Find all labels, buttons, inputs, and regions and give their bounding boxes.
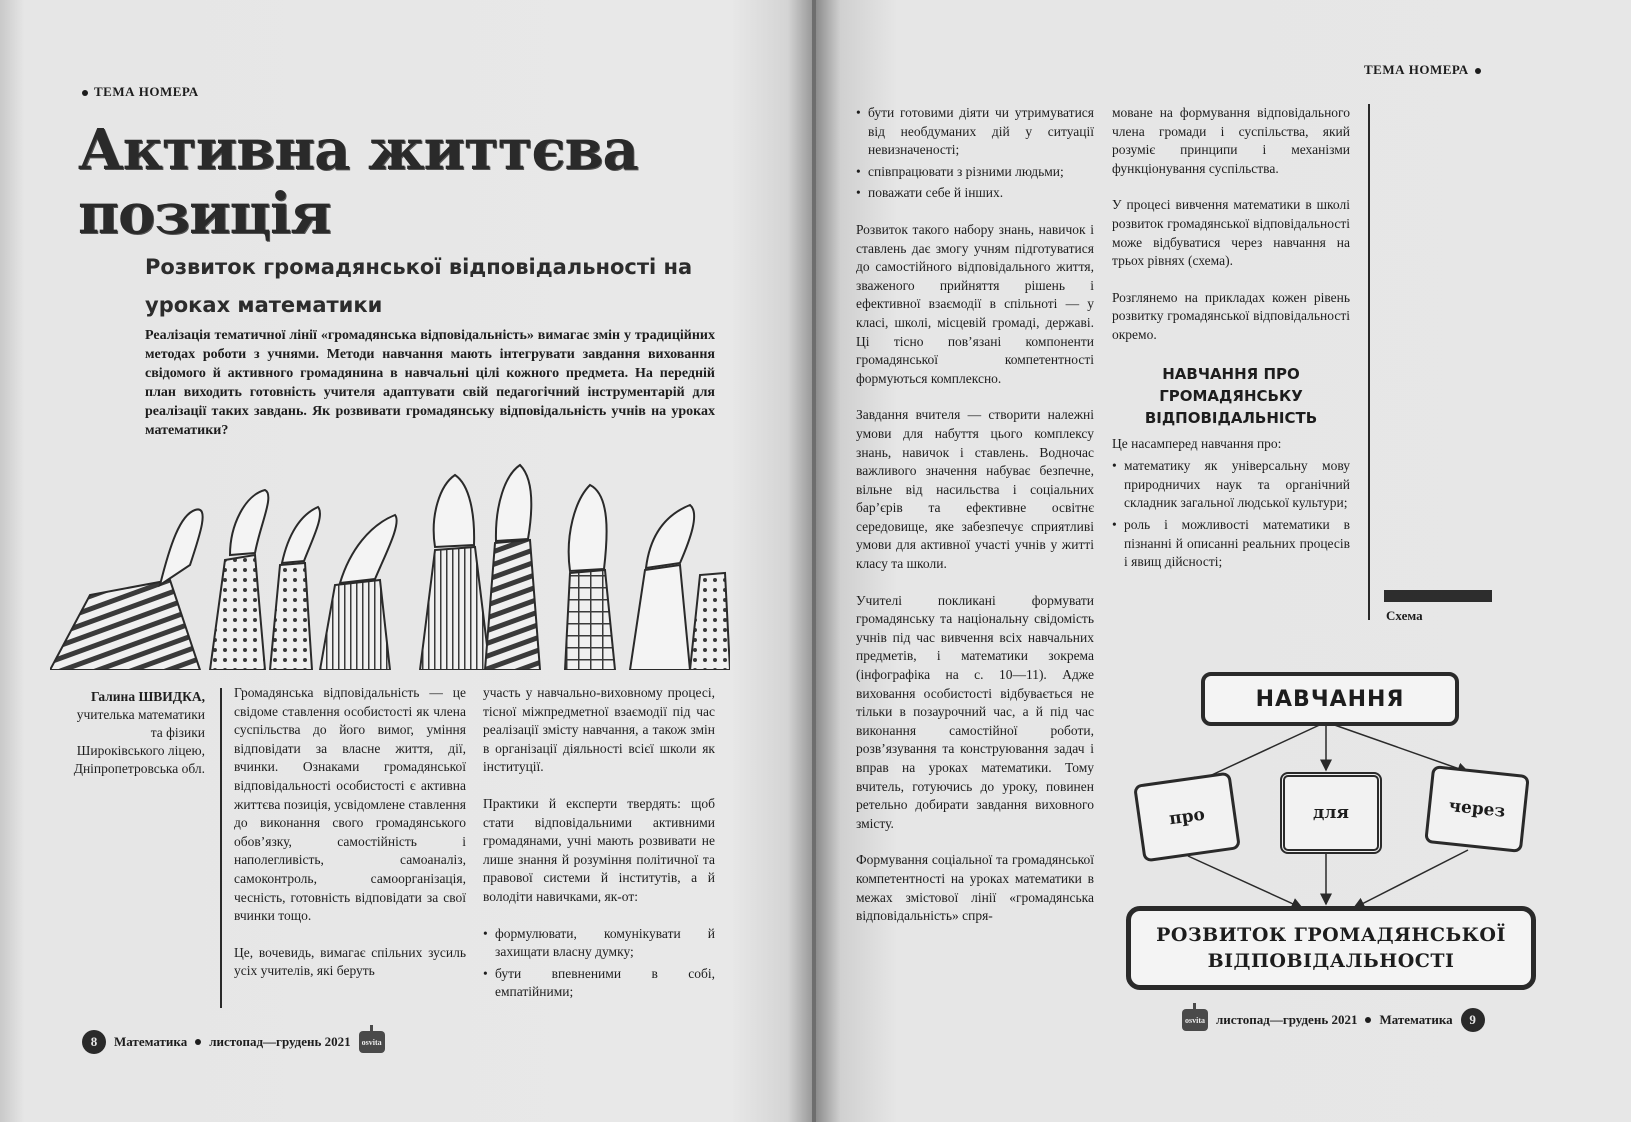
paragraph: Це, вочевидь, вимагає спільних зусиль усіх учителів, які беруть: [234, 944, 466, 979]
title-line-2: позиція: [78, 181, 331, 247]
magazine-name: Математика: [1379, 1012, 1453, 1027]
scheme-diagram: [1116, 660, 1606, 1000]
left-column-1: [234, 684, 466, 999]
paragraph: Завдання вчителя — створити належні умови для набуття цього комплексу знань, навичок і ставлень. Водночас важливого значення набуває безпечне, вільне від насильства і соціальних бар’єрів та ефективне освітнє середовище, яке забезпечує сприятливі умови для активної участі учнів у житті класу та школи.: [856, 407, 1094, 572]
paragraph: Практики й експерти твердять: щоб стати відповідальними активними громадянами, учні мають розвивати не лише знання й розуміння політичної та правової системи й інститутів, а й володіти навичками, як-от:: [483, 795, 715, 904]
bullet-dot-icon: [1475, 68, 1481, 74]
diagram-node-for: для: [1280, 772, 1382, 854]
author-role: учителька математики та фізики Широківського ліцею, Дніпропетровська обл.: [73, 707, 205, 776]
paragraph: Розвиток такого набору знань, навичок і ставлень дає змогу учням підготуватися до самостійного відповідального життя, зваженого прийняття рішень і ефективної взаємодії в спільноті — у класі, школі, місцевій громаді, державі. Ці тісно пов’язані компоненти громадянської компетентності формуються комплексно.: [856, 221, 1094, 386]
magazine-name: Математика: [114, 1034, 188, 1049]
paragraph: Громадянська відповідальність — це свідоме ставлення особистості як члена суспільства до його вимог, уміння відповідати за власне життя, дії, вчинки. Ознаками громадянської відповідальності особистості є активна життєва позиція, усвідомлене ставлення до виконання свого громадянського обов’язку, самостійність і наполегливість, самоаналіз, самоконтроль, самоорганізація, чесність, готовність відповідати за свої вчинки тощо.: [234, 685, 466, 924]
raised-hands-illustration: [50, 455, 730, 670]
schema-bar: [1384, 590, 1492, 602]
page-footer-left: [82, 1030, 385, 1054]
diagram-node-through: через: [1424, 765, 1530, 853]
right-column-2: [1112, 104, 1350, 590]
issue-date: листопад—грудень 2021: [1216, 1012, 1358, 1027]
list-item: • математику як універсальну мову природничих наук та органічний складник загальної людської культури;: [1112, 457, 1350, 513]
list-item: • бути впевненими в собі, емпатійними;: [483, 965, 715, 1002]
left-page: [0, 0, 812, 1122]
bullet-dot-icon: [195, 1039, 201, 1045]
paragraph: Учителі покликані формувати громадянську та національну свідомість учнів під час вивчення всіх навчальних предметів, і математики зокрема (інфографіка на с. 10—11). Адже виховання особистості відбувається не тільки в позаурочний час, а й під час виконання самостійної роботи, розв’язування та конструювання задач і вправ на уроках математики. Тому вчитель, готуючись до уроку, повинен ретельно добирати завдання виховного змісту.: [856, 592, 1094, 831]
right-column-1: [856, 104, 1094, 944]
paragraph: У процесі вивчення математики в школі розвиток громадянської відповідальності може відбуватися через навчання на трьох рівнях (схема).: [1112, 197, 1350, 269]
diagram-node-development: РОЗВИТОК ГРОМАДЯНСЬКОЇ ВІДПОВІДАЛЬНОСТІ: [1126, 906, 1536, 990]
article-lead: Реалізація тематичної лінії «громадянська відповідальність» вимагає змін у традиційних методах роботи з учнями. Методи навчання мають інтегрувати завдання виховання свідомого й активного громадянина в навчальні цілі кожного предмета. На передній план виходить готовність учителя адаптувати свій педагогічний інструментарій для реалізації таких завдань. Як розвивати громадянську відповідальність учнів на уроках математики?: [145, 328, 715, 438]
diagram-node-learning: НАВЧАННЯ: [1201, 672, 1459, 726]
author-name: Галина ШВИДКА,: [90, 689, 205, 704]
list-item: • поважати себе й інших.: [856, 184, 1094, 203]
section-tag: ТЕМА НОМЕРА: [76, 84, 199, 100]
publisher-logo-icon: osvita: [1182, 1009, 1208, 1031]
page-number: 9: [1461, 1008, 1485, 1032]
right-page: [816, 0, 1631, 1122]
paragraph: Формування соціальної та громадянської компетентності на уроках математики в межах змістової лінії «громадянська відповідальність» спря-: [856, 852, 1094, 924]
bullet-dot-icon: [1365, 1017, 1371, 1023]
list-item: • бути готовими діяти чи утримуватися від необдуманих дій у ситуації невизначеності;: [856, 104, 1094, 160]
publisher-logo-icon: osvita: [359, 1031, 385, 1053]
article-subtitle: Розвиток громадянської відповідальності на уроках математики: [145, 255, 693, 317]
paragraph: моване на формування відповідального члена громади і суспільства, який розуміє принципи і механізми функціонування суспільства.: [1112, 105, 1350, 176]
page-footer-right: [1182, 1008, 1485, 1032]
skills-list: [856, 104, 1094, 203]
paragraph: Це насамперед навчання про:: [1112, 435, 1282, 451]
column-divider: [1368, 104, 1370, 620]
issue-date: листопад—грудень 2021: [209, 1034, 351, 1049]
title-line-1: Активна життєва: [78, 117, 638, 183]
left-column-2: [483, 684, 715, 1020]
schema-label: Схема: [1386, 608, 1423, 623]
topics-list: [1112, 457, 1350, 572]
page-number: 8: [82, 1030, 106, 1054]
author-block: [70, 688, 205, 778]
list-item: • формулювати, комунікувати й захищати власну думку;: [483, 925, 715, 962]
section-heading: НАВЧАННЯ ПРО ГРОМАДЯНСЬКУ ВІДПОВІДАЛЬНІСТЬ: [1144, 364, 1318, 427]
list-item: • роль і можливості математики в пізнанні й описанні реальних процесів і явищ дійсності;: [1112, 516, 1350, 572]
skills-list: [483, 925, 715, 1002]
column-divider: [220, 688, 222, 1008]
section-tag: ТЕМА НОМЕРА: [1364, 62, 1487, 78]
list-item: • співпрацювати з різними людьми;: [856, 163, 1094, 182]
diagram-node-about: про: [1133, 772, 1241, 863]
bullet-dot-icon: [82, 90, 88, 96]
paragraph: участь у навчально-виховному процесі, тісної міжпредметної взаємодії під час реалізації змісту навчання, а також змін в організації діяльності всієї школи як інституції.: [483, 685, 715, 775]
paragraph: Розглянемо на прикладах кожен рівень розвитку громадянської відповідальності окремо.: [1112, 289, 1350, 342]
article-title: [78, 118, 718, 246]
